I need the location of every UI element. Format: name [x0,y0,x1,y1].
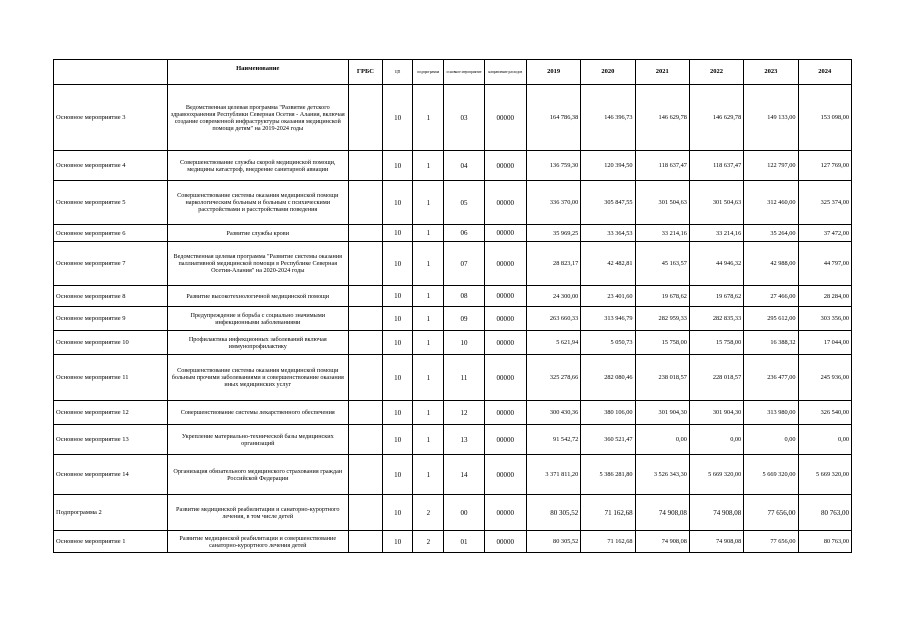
row-subprogram: 1 [413,181,444,225]
header-year: 2024 [798,60,851,85]
row-label: Основное мероприятие 6 [54,225,168,242]
row-description: Совершенствование системы оказания медицинской помощи наркологическим больным и больным с психическими расстройствами и расстройствами поведения [167,181,348,225]
row-year-value: 0,00 [798,425,851,455]
row-subprogram: 1 [413,307,444,331]
table-row [54,242,852,286]
row-grbs [348,531,382,553]
row-cp: 10 [383,242,413,286]
row-grbs [348,495,382,531]
row-description: Совершенствование службы скорой медицинской помощи, медицины катастроф, внедрение санитарной авиации [167,151,348,181]
row-year-value: 42 482,81 [581,242,635,286]
row-expense-direction: 00000 [484,307,526,331]
row-subprogram: 1 [413,151,444,181]
row-grbs [348,85,382,151]
row-description: Совершенствование системы лекарственного обеспечения [167,401,348,425]
row-year-value: 45 163,57 [635,242,689,286]
row-year-value: 3 526 343,30 [635,455,689,495]
row-description: Развитие высокотехнологичной медицинской помощи [167,286,348,307]
row-year-value: 42 988,00 [744,242,798,286]
row-year-value: 33 214,16 [635,225,689,242]
row-main-activity: 04 [444,151,484,181]
row-grbs [348,225,382,242]
header-year: 2022 [689,60,743,85]
row-cp: 10 [383,455,413,495]
row-year-value: 80 763,00 [798,531,851,553]
row-cp: 10 [383,307,413,331]
row-expense-direction: 00000 [484,225,526,242]
row-year-value: 313 946,79 [581,307,635,331]
row-year-value: 80 305,52 [526,495,580,531]
row-main-activity: 08 [444,286,484,307]
row-year-value: 295 612,00 [744,307,798,331]
row-description: Развитие службы крови [167,225,348,242]
row-grbs [348,151,382,181]
row-grbs [348,331,382,355]
row-year-value: 300 430,36 [526,401,580,425]
row-year-value: 24 300,00 [526,286,580,307]
row-expense-direction: 00000 [484,151,526,181]
row-subprogram: 1 [413,355,444,401]
row-cp: 10 [383,286,413,307]
row-grbs [348,286,382,307]
row-expense-direction: 00000 [484,85,526,151]
row-year-value: 136 759,30 [526,151,580,181]
row-label: Подпрограмма 2 [54,495,168,531]
row-year-value: 360 521,47 [581,425,635,455]
row-cp: 10 [383,531,413,553]
row-year-value: 15 758,00 [689,331,743,355]
row-main-activity: 05 [444,181,484,225]
row-grbs [348,355,382,401]
row-year-value: 263 660,33 [526,307,580,331]
row-subprogram: 1 [413,286,444,307]
row-year-value: 80 763,00 [798,495,851,531]
row-year-value: 91 542,72 [526,425,580,455]
row-year-value: 28 284,00 [798,286,851,307]
row-year-value: 28 823,17 [526,242,580,286]
row-cp: 10 [383,401,413,425]
row-label: Основное мероприятие 8 [54,286,168,307]
row-expense-direction: 00000 [484,355,526,401]
row-year-value: 153 098,00 [798,85,851,151]
row-year-value: 245 936,00 [798,355,851,401]
row-year-value: 17 044,00 [798,331,851,355]
row-expense-direction: 00000 [484,181,526,225]
header-cp: ЦП [383,60,413,85]
row-label: Основное мероприятие 11 [54,355,168,401]
row-year-value: 5 621,94 [526,331,580,355]
row-expense-direction: 00000 [484,495,526,531]
table-row [54,495,852,531]
row-year-value: 74 908,08 [635,531,689,553]
row-description: Ведомственная целевая программа "Развитие детского здравоохранения Республики Северная Осетия - Алания, включая создание современной инфраструктуры оказания медицинской помощи детям" на 2019-2024 годы [167,85,348,151]
row-year-value: 80 305,52 [526,531,580,553]
row-grbs [348,242,382,286]
row-year-value: 33 364,53 [581,225,635,242]
row-year-value: 325 374,00 [798,181,851,225]
row-year-value: 5 669 320,00 [689,455,743,495]
row-subprogram: 1 [413,85,444,151]
row-year-value: 33 214,16 [689,225,743,242]
row-year-value: 44 797,00 [798,242,851,286]
row-main-activity: 01 [444,531,484,553]
row-subprogram: 1 [413,225,444,242]
row-label: Основное мероприятие 5 [54,181,168,225]
row-year-value: 44 946,32 [689,242,743,286]
row-label: Основное мероприятие 1 [54,531,168,553]
row-description: Предупреждение и борьба с социально значимыми инфекционными заболеваниями [167,307,348,331]
table-row [54,151,852,181]
header-blank [54,60,168,85]
row-grbs [348,425,382,455]
row-year-value: 0,00 [635,425,689,455]
row-label: Основное мероприятие 14 [54,455,168,495]
row-description: Развитие медицинской реабилитации и совершенствование санаторно-курортного лечения детей [167,531,348,553]
row-subprogram: 1 [413,455,444,495]
row-main-activity: 07 [444,242,484,286]
table-row [54,401,852,425]
row-year-value: 0,00 [744,425,798,455]
header-year: 2020 [581,60,635,85]
table-row [54,225,852,242]
row-subprogram: 2 [413,531,444,553]
row-label: Основное мероприятие 13 [54,425,168,455]
row-cp: 10 [383,331,413,355]
row-main-activity: 09 [444,307,484,331]
row-grbs [348,401,382,425]
row-main-activity: 00 [444,495,484,531]
header-row [54,60,852,85]
header-subprogram: подпрограмма [413,60,444,85]
row-year-value: 282 080,46 [581,355,635,401]
row-year-value: 146 629,78 [635,85,689,151]
row-year-value: 238 018,57 [635,355,689,401]
row-cp: 10 [383,495,413,531]
header-main-activity: основное мероприятие [444,60,484,85]
row-year-value: 118 637,47 [689,151,743,181]
row-year-value: 37 472,00 [798,225,851,242]
row-year-value: 35 264,00 [744,225,798,242]
row-expense-direction: 00000 [484,286,526,307]
table-row [54,307,852,331]
row-year-value: 5 050,73 [581,331,635,355]
row-year-value: 0,00 [689,425,743,455]
row-year-value: 27 466,00 [744,286,798,307]
row-year-value: 301 904,30 [689,401,743,425]
row-description: Укрепление материально-технической базы медицинских организаций [167,425,348,455]
row-subprogram: 2 [413,495,444,531]
row-year-value: 336 370,00 [526,181,580,225]
row-year-value: 282 835,33 [689,307,743,331]
row-main-activity: 11 [444,355,484,401]
row-year-value: 228 018,57 [689,355,743,401]
row-year-value: 122 797,00 [744,151,798,181]
budget-table [53,59,852,553]
row-main-activity: 12 [444,401,484,425]
row-label: Основное мероприятие 12 [54,401,168,425]
row-year-value: 19 678,62 [689,286,743,307]
row-year-value: 16 388,32 [744,331,798,355]
row-year-value: 74 908,08 [635,495,689,531]
header-grbs: ГРБС [348,60,382,85]
row-label: Основное мероприятие 7 [54,242,168,286]
row-label: Основное мероприятие 10 [54,331,168,355]
row-subprogram: 1 [413,242,444,286]
row-year-value: 301 904,30 [635,401,689,425]
row-description: Ведомственная целевая программа "Развитие системы оказания паллиативной медицинской помощи в Республике Северная Осетия-Алания" на 2020-2024 годы [167,242,348,286]
header-year: 2019 [526,60,580,85]
row-year-value: 23 401,60 [581,286,635,307]
table-row [54,455,852,495]
row-year-value: 326 540,00 [798,401,851,425]
row-label: Основное мероприятие 4 [54,151,168,181]
row-year-value: 149 133,00 [744,85,798,151]
row-main-activity: 03 [444,85,484,151]
row-year-value: 77 656,00 [744,531,798,553]
row-cp: 10 [383,225,413,242]
row-year-value: 127 769,00 [798,151,851,181]
row-year-value: 74 908,08 [689,531,743,553]
header-expense-direction: направление расходов [484,60,526,85]
row-year-value: 312 460,00 [744,181,798,225]
row-year-value: 77 656,00 [744,495,798,531]
row-cp: 10 [383,425,413,455]
row-label: Основное мероприятие 9 [54,307,168,331]
row-year-value: 5 669 320,00 [744,455,798,495]
row-year-value: 15 758,00 [635,331,689,355]
row-year-value: 303 356,00 [798,307,851,331]
row-year-value: 35 969,25 [526,225,580,242]
row-year-value: 236 477,00 [744,355,798,401]
row-year-value: 380 106,00 [581,401,635,425]
row-description: Профилактика инфекционных заболеваний включая иммунопрофилактику [167,331,348,355]
row-main-activity: 10 [444,331,484,355]
row-expense-direction: 00000 [484,455,526,495]
row-year-value: 71 162,68 [581,495,635,531]
row-year-value: 120 394,50 [581,151,635,181]
row-year-value: 146 396,73 [581,85,635,151]
row-expense-direction: 00000 [484,331,526,355]
row-expense-direction: 00000 [484,242,526,286]
row-description: Организация обязательного медицинского страхования граждан Российской Федерации [167,455,348,495]
row-year-value: 5 386 281,80 [581,455,635,495]
row-year-value: 5 669 320,00 [798,455,851,495]
row-label: Основное мероприятие 3 [54,85,168,151]
row-cp: 10 [383,181,413,225]
header-year: 2021 [635,60,689,85]
table-row [54,181,852,225]
row-main-activity: 14 [444,455,484,495]
row-subprogram: 1 [413,425,444,455]
row-year-value: 301 504,63 [635,181,689,225]
row-main-activity: 13 [444,425,484,455]
row-year-value: 305 847,55 [581,181,635,225]
header-name: Наименование [167,60,348,85]
row-year-value: 301 504,63 [689,181,743,225]
row-grbs [348,455,382,495]
row-year-value: 3 371 811,20 [526,455,580,495]
header-year: 2023 [744,60,798,85]
table-row [54,355,852,401]
row-description: Развитие медицинской реабилитации и санаторно-курортного лечения, в том числе детей [167,495,348,531]
row-grbs [348,181,382,225]
row-expense-direction: 00000 [484,401,526,425]
row-subprogram: 1 [413,331,444,355]
row-year-value: 313 980,00 [744,401,798,425]
row-description: Совершенствование системы оказания медицинской помощи больным прочими заболеваниями и совершенствование оказания иных медицинских услуг [167,355,348,401]
row-subprogram: 1 [413,401,444,425]
row-expense-direction: 00000 [484,425,526,455]
row-year-value: 282 959,33 [635,307,689,331]
row-cp: 10 [383,151,413,181]
table-row [54,286,852,307]
row-year-value: 19 678,62 [635,286,689,307]
table-row [54,331,852,355]
row-cp: 10 [383,355,413,401]
row-year-value: 164 786,38 [526,85,580,151]
table-row [54,425,852,455]
table-row [54,85,852,151]
row-grbs [348,307,382,331]
row-year-value: 74 908,08 [689,495,743,531]
row-year-value: 118 637,47 [635,151,689,181]
row-year-value: 71 162,68 [581,531,635,553]
row-main-activity: 06 [444,225,484,242]
row-year-value: 325 278,66 [526,355,580,401]
row-cp: 10 [383,85,413,151]
table-body [54,85,852,553]
row-expense-direction: 00000 [484,531,526,553]
table-row [54,531,852,553]
row-year-value: 146 629,78 [689,85,743,151]
